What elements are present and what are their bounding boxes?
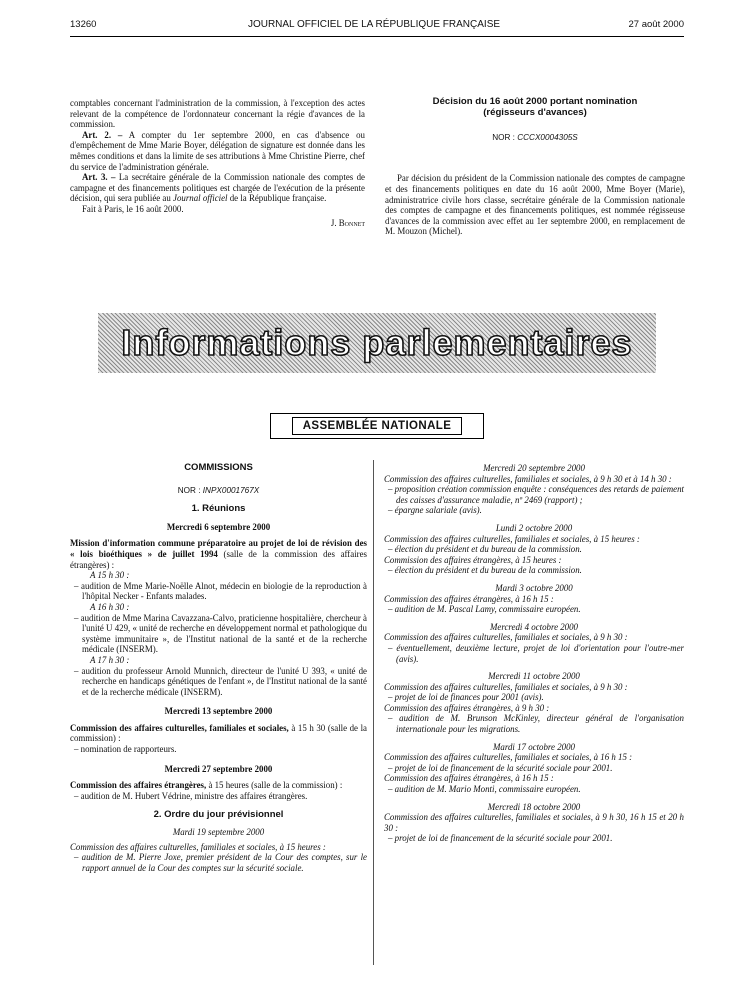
- agenda-item: – élection du président et du bureau de la commission.: [388, 565, 582, 576]
- header-date: 27 août 2000: [628, 19, 684, 30]
- day-heading: Mercredi 6 septembre 2000: [166, 521, 271, 532]
- assembly-title: ASSEMBLÉE NATIONALE: [292, 417, 463, 435]
- commission-line: [70, 723, 367, 744]
- reunions-title: 1. Réunions: [191, 503, 246, 515]
- agenda-item: – audition de M. Pierre Joxe, premier président de la Cour des comptes, sur le rapport annuel de la Cour des comptes sur la sécurité sociale.: [74, 852, 367, 873]
- nor-label: NOR :: [177, 485, 201, 495]
- commissions-column-right: [384, 463, 684, 844]
- art3-label: Art. 3. –: [82, 172, 116, 183]
- day-heading: Mardi 17 octobre 2000: [493, 741, 575, 752]
- art2-label: Art. 2. –: [82, 129, 123, 140]
- journal-title: JOURNAL OFFICIEL DE LA RÉPUBLIQUE FRANÇAISE: [247, 19, 501, 30]
- art2-text: A compter du 1er septembre 2000, en cas d'absence ou d'empêchement de Mme Marie Boyer, délégation de signature est donnée dans les mêmes conditions et dans la limite de ses attributions à Mme Christine Pierre, chef du service de l'administration générale.: [70, 129, 365, 172]
- day-heading: Mardi 19 septembre 2000: [172, 827, 265, 838]
- ordre-title: 2. Ordre du jour prévisionnel: [153, 809, 284, 821]
- day-heading: Mercredi 27 septembre 2000: [164, 763, 273, 774]
- agenda-item: – éventuellement, deuxième lecture, projet de loi d'orientation pour l'outre-mer (avis).: [388, 642, 684, 664]
- agenda-item: – audition de M. Brunson McKinley, directeur général de l'organisation internationale pour les migrations.: [388, 713, 684, 735]
- nor-label: NOR :: [492, 132, 515, 142]
- day-heading: Lundi 2 octobre 2000: [495, 522, 573, 533]
- agenda-item: – audition de Mme Marina Cavazzana-Calvo, praticienne hospitalière, chercheur à l'unité U 429, « unité de recherche en développement normal et pathologique du système immunitaire », de l'Institut national de la santé et de la recherche médicale (INSERM).: [74, 612, 367, 655]
- agenda-item: – projet de loi de finances pour 2001 (avis).: [388, 692, 544, 703]
- banner-title: Informations parlementaires: [121, 322, 633, 363]
- agenda-item: – projet de loi de financement de la sécurité sociale pour 2001.: [388, 833, 613, 844]
- commission-line: Commission des affaires culturelles, familiales et sociales, à 9 h 30 et à 14 h 30 :: [384, 473, 672, 484]
- commission-line: [70, 780, 367, 791]
- commission-name: Commission des affaires culturelles, familiales et sociales,: [70, 722, 289, 733]
- nor-code: CCCX0004305S: [517, 132, 578, 142]
- commission-line: Commission des affaires culturelles, familiales et sociales, à 9 h 30 :: [384, 632, 628, 643]
- decision-intro: comptables concernant l'administration de la commission, à l'exception des actes relevant de la compétence de l'ordonnateur concernant la régie d'avances de la commission.: [70, 98, 365, 130]
- commission-line: Commission des affaires étrangères, à 15 heures :: [384, 554, 562, 565]
- agenda-item: – audition de M. Pascal Lamy, commissaire européen.: [388, 604, 581, 615]
- art3-text-b: de la République française.: [229, 193, 327, 204]
- commission-line: Commission des affaires étrangères, à 16 h 15 :: [384, 593, 554, 604]
- done-at: Fait à Paris, le 16 août 2000.: [82, 203, 184, 214]
- agenda-item: – proposition création commission enquête : conséquences des retards de paiement des caisses d'assurance maladie, nº 2469 (rapport) ;: [388, 484, 684, 505]
- column-divider: [373, 460, 374, 965]
- commission-line: Commission des affaires culturelles, familiales et sociales, à 9 h 30 :: [384, 681, 628, 692]
- agenda-item: – audition de Mme Marie-Noëlle Alnot, médecin en biologie de la reproduction à l'hôpital Necker - Enfants malades.: [74, 580, 367, 602]
- article-3: [70, 172, 365, 204]
- top-left-column: [70, 98, 365, 228]
- agenda-item: – audition de M. Hubert Védrine, ministre des affaires étrangères.: [74, 790, 308, 801]
- assembly-title-box: [270, 413, 484, 439]
- agenda-item: – élection du président et du bureau de la commission.: [388, 544, 582, 555]
- commission-line: Commission des affaires culturelles, familiales et sociales, à 9 h 30, 16 h 15 et 20 h 30 :: [384, 812, 684, 833]
- commissions-title: COMMISSIONS: [184, 462, 253, 473]
- day-heading: Mercredi 4 octobre 2000: [490, 621, 578, 632]
- nor-code: INPX0001767X: [202, 485, 260, 495]
- commission-line: Commission des affaires étrangères, à 16 h 15 :: [384, 773, 554, 784]
- signature: J. Bonnet: [330, 217, 365, 228]
- page-number: 13260: [70, 19, 97, 30]
- commission-name: Commission des affaires étrangères,: [70, 780, 207, 791]
- decision-body: Par décision du président de la Commission nationale des comptes de campagne et des financements politiques en date du 16 août 2000, Mme Boyer (Marie), administratrice civile hors classe, secrétaire générale de la Commission nationale des comptes de campagne et des financements politiques, est nommée régisseuse d'avances de la commission avec effet au 1er septembre 2000, en remplacement de M. Mouzon (Michel).: [385, 173, 685, 237]
- agenda-item: – audition de M. Mario Monti, commissaire européen.: [388, 784, 581, 795]
- commission-line: Commission des affaires culturelles, familiales et sociales, à 15 heures :: [70, 841, 326, 852]
- decision-title: Décision du 16 août 2000 portant nomination (régisseurs d'avances): [432, 96, 638, 119]
- day-heading: Mercredi 11 octobre 2000: [488, 671, 580, 682]
- commission-time: à 15 h 30 (salle de la commission) :: [70, 722, 367, 744]
- article-2: [70, 130, 365, 172]
- agenda-item: – nomination de rapporteurs.: [74, 744, 177, 755]
- time-slot: A 15 h 30 :: [90, 570, 130, 581]
- mission-note: (salle de la commission des affaires étrangères) :: [70, 548, 368, 570]
- mission-heading: [70, 538, 367, 570]
- top-right-column: [385, 96, 685, 237]
- day-heading: Mardi 3 octobre 2000: [495, 582, 573, 593]
- mission-title: Mission d'information commune préparatoire au projet de loi de révision des « lois bioéthiques » de juillet 1994: [70, 538, 367, 559]
- commission-line: Commission des affaires culturelles, familiales et sociales, à 16 h 15 :: [384, 752, 633, 763]
- decision-nor: [385, 133, 685, 144]
- header-rule: [70, 36, 684, 37]
- commissions-column-left: [70, 463, 367, 873]
- commissions-nor: [70, 486, 367, 497]
- commission-line: Commission des affaires culturelles, familiales et sociales, à 15 heures :: [384, 533, 640, 544]
- art3-text-a: La secrétaire générale de la Commission nationale des comptes de campagne et des financements politiques est chargée de l'exécution de la présente décision, qui sera publiée au: [70, 172, 365, 204]
- agenda-item: – épargne salariale (avis).: [388, 505, 482, 516]
- section-banner: [98, 313, 656, 373]
- day-heading: Mercredi 20 septembre 2000: [483, 463, 585, 473]
- day-heading: Mercredi 13 septembre 2000: [164, 706, 273, 717]
- time-slot: A 16 h 30 :: [90, 601, 130, 612]
- commission-time: à 15 heures (salle de la commission) :: [206, 780, 343, 791]
- agenda-item: – audition du professeur Arnold Munnich, directeur de l'unité U 393, « unité de recherche en handicaps génétiques de l'enfant », de l'Institut national de la santé et de la recherche médicale (INSERM).: [74, 665, 367, 697]
- agenda-item: – projet de loi de financement de la sécurité sociale pour 2001.: [388, 762, 613, 773]
- day-heading: Mercredi 18 octobre 2000: [487, 801, 581, 812]
- commission-line: Commission des affaires étrangères, à 9 h 30 :: [384, 702, 550, 713]
- art3-journal: Journal officiel: [173, 193, 228, 204]
- time-slot: A 17 h 30 :: [90, 654, 130, 665]
